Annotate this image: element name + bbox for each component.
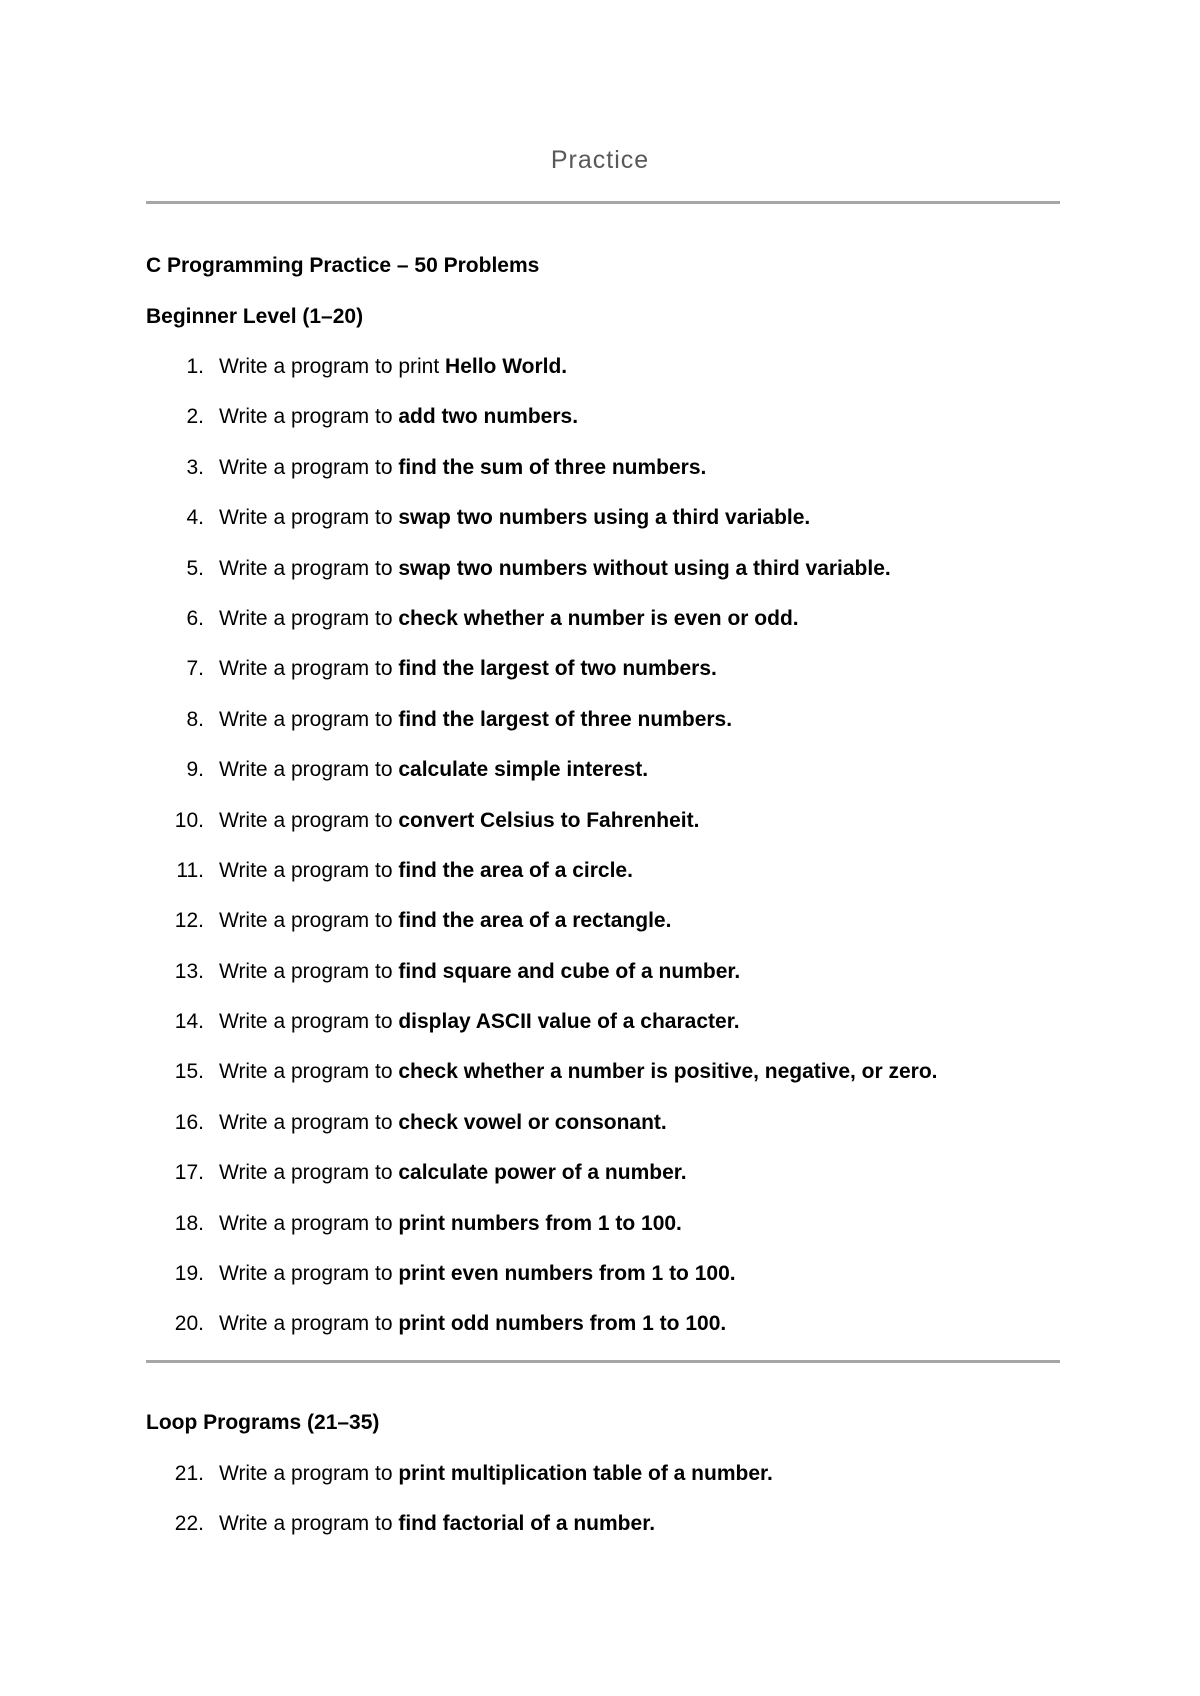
list-item-text xyxy=(219,758,648,782)
list-item-text xyxy=(219,456,706,480)
list-item-task: find the sum of three numbers. xyxy=(398,455,707,479)
list-item-number: 8. xyxy=(186,707,204,731)
list-item-text xyxy=(219,859,633,883)
list-item-prefix: Write a program to xyxy=(219,858,399,882)
list-item-task: find the largest of two numbers. xyxy=(398,657,717,681)
list-item-task: swap two numbers without using a third variable. xyxy=(398,556,891,580)
list-item-task: check whether a number is even or odd. xyxy=(398,606,799,630)
list-item xyxy=(0,809,1200,859)
list-item-prefix: Write a program to xyxy=(219,556,399,580)
list-item-number: 20. xyxy=(174,1312,204,1336)
list-item-number: 3. xyxy=(186,455,204,479)
list-item-text xyxy=(219,557,891,581)
list-item-text xyxy=(219,1262,736,1286)
list-item-number: 13. xyxy=(174,959,204,983)
list-item-number: 2. xyxy=(186,405,204,429)
problem-list-beginner xyxy=(0,355,1200,1363)
list-item-number: 18. xyxy=(174,1211,204,1235)
list-item-task: check vowel or consonant. xyxy=(398,1110,667,1134)
list-item-text xyxy=(219,1161,687,1185)
list-item-prefix: Write a program to xyxy=(219,455,399,479)
list-item-prefix: Write a program to xyxy=(219,1211,399,1235)
list-item-number: 21. xyxy=(174,1462,204,1485)
list-item xyxy=(0,1060,1200,1110)
list-item-task: Hello World. xyxy=(445,355,568,378)
list-item-text xyxy=(219,607,799,631)
list-item xyxy=(0,859,1200,909)
list-item-prefix: Write a program to xyxy=(219,1110,399,1134)
list-item-task: display ASCII value of a character. xyxy=(398,1010,740,1034)
list-item-number: 7. xyxy=(186,657,204,681)
list-item xyxy=(0,405,1200,455)
list-item-prefix: Write a program to xyxy=(219,1462,399,1485)
list-item-number: 17. xyxy=(174,1161,204,1185)
list-item-number: 14. xyxy=(174,1010,204,1034)
list-item-task: add two numbers. xyxy=(398,405,579,429)
list-item-task: print odd numbers from 1 to 100. xyxy=(398,1312,727,1336)
section-heading-loop: Loop Programs (21–35) xyxy=(146,1411,380,1434)
list-item xyxy=(0,557,1200,607)
list-item-number: 5. xyxy=(186,556,204,580)
list-item-text xyxy=(219,1010,740,1034)
list-item-task: check whether a number is positive, negative, or zero. xyxy=(398,1060,938,1084)
list-item xyxy=(0,1512,1200,1562)
list-item-task: find square and cube of a number. xyxy=(398,959,741,983)
list-item-text xyxy=(219,708,732,732)
list-item-prefix: Write a program to xyxy=(219,808,399,832)
list-item-task: find factorial of a number. xyxy=(398,1512,656,1536)
list-item-text xyxy=(219,1462,773,1486)
list-item xyxy=(0,1462,1200,1512)
list-item xyxy=(0,1212,1200,1262)
list-item-task: print multiplication table of a number. xyxy=(398,1462,773,1485)
list-item xyxy=(0,909,1200,959)
list-item xyxy=(0,506,1200,556)
list-item-number: 4. xyxy=(186,506,204,530)
section-divider xyxy=(146,1360,1060,1363)
list-item-task: find the area of a circle. xyxy=(398,858,633,882)
list-item xyxy=(0,1161,1200,1211)
list-item-task: calculate power of a number. xyxy=(398,1161,687,1185)
list-item-text xyxy=(219,1312,726,1336)
list-item-text xyxy=(219,1212,682,1236)
list-item xyxy=(0,456,1200,506)
list-item-prefix: Write a program to xyxy=(219,506,399,530)
list-item-number: 11. xyxy=(176,858,204,882)
list-item-prefix: Write a program to xyxy=(219,707,399,731)
list-item-number: 16. xyxy=(174,1110,204,1134)
list-item-prefix: Write a program to xyxy=(219,959,399,983)
list-item-prefix: Write a program to print xyxy=(219,355,446,378)
list-item xyxy=(0,758,1200,808)
list-item-number: 22. xyxy=(174,1512,204,1536)
list-item-text xyxy=(219,909,671,933)
list-item xyxy=(0,657,1200,707)
list-item-task: print even numbers from 1 to 100. xyxy=(398,1262,736,1286)
list-item-task: print numbers from 1 to 100. xyxy=(398,1211,682,1235)
list-item-number: 15. xyxy=(174,1060,204,1084)
list-item-task: swap two numbers using a third variable. xyxy=(398,506,811,530)
list-item xyxy=(0,1312,1200,1362)
list-item-task: convert Celsius to Fahrenheit. xyxy=(398,808,700,832)
list-item-prefix: Write a program to xyxy=(219,1262,399,1286)
list-item-prefix: Write a program to xyxy=(219,909,399,933)
list-item-text xyxy=(219,809,699,833)
list-item-prefix: Write a program to xyxy=(219,405,399,429)
list-item-prefix: Write a program to xyxy=(219,1161,399,1185)
list-item-task: find the area of a rectangle. xyxy=(398,909,672,933)
list-item-number: 12. xyxy=(174,909,204,933)
list-item xyxy=(0,1010,1200,1060)
list-item-prefix: Write a program to xyxy=(219,1010,399,1034)
list-item-prefix: Write a program to xyxy=(219,1060,399,1084)
list-item xyxy=(0,607,1200,657)
page-header-title: Practice xyxy=(550,146,650,174)
list-item xyxy=(0,1262,1200,1312)
list-item-text xyxy=(219,657,717,681)
list-item xyxy=(0,708,1200,758)
problem-list-loop xyxy=(0,1462,1200,1563)
list-item-prefix: Write a program to xyxy=(219,606,399,630)
list-item-prefix: Write a program to xyxy=(219,1312,399,1336)
section-heading-beginner: Beginner Level (1–20) xyxy=(146,305,364,328)
list-item-text xyxy=(219,506,810,530)
list-item-number: 19. xyxy=(174,1262,204,1286)
list-item-number: 1. xyxy=(186,355,204,378)
header-divider xyxy=(146,201,1060,204)
list-item-task: calculate simple interest. xyxy=(398,758,649,782)
list-item-prefix: Write a program to xyxy=(219,657,399,681)
list-item-number: 6. xyxy=(186,606,204,630)
list-item-text xyxy=(219,405,578,429)
list-item xyxy=(0,355,1200,405)
document-title: C Programming Practice – 50 Problems xyxy=(146,254,540,277)
list-item-number: 10. xyxy=(174,808,204,832)
list-item xyxy=(0,960,1200,1010)
list-item-number: 9. xyxy=(186,758,204,782)
list-item-task: find the largest of three numbers. xyxy=(398,707,733,731)
list-item-text xyxy=(219,960,740,984)
list-item-text xyxy=(219,355,567,379)
list-item-prefix: Write a program to xyxy=(219,758,399,782)
list-item xyxy=(0,1111,1200,1161)
list-item-text xyxy=(219,1111,667,1135)
list-item-prefix: Write a program to xyxy=(219,1512,399,1536)
list-item-text xyxy=(219,1512,655,1536)
list-item-text xyxy=(219,1060,938,1084)
